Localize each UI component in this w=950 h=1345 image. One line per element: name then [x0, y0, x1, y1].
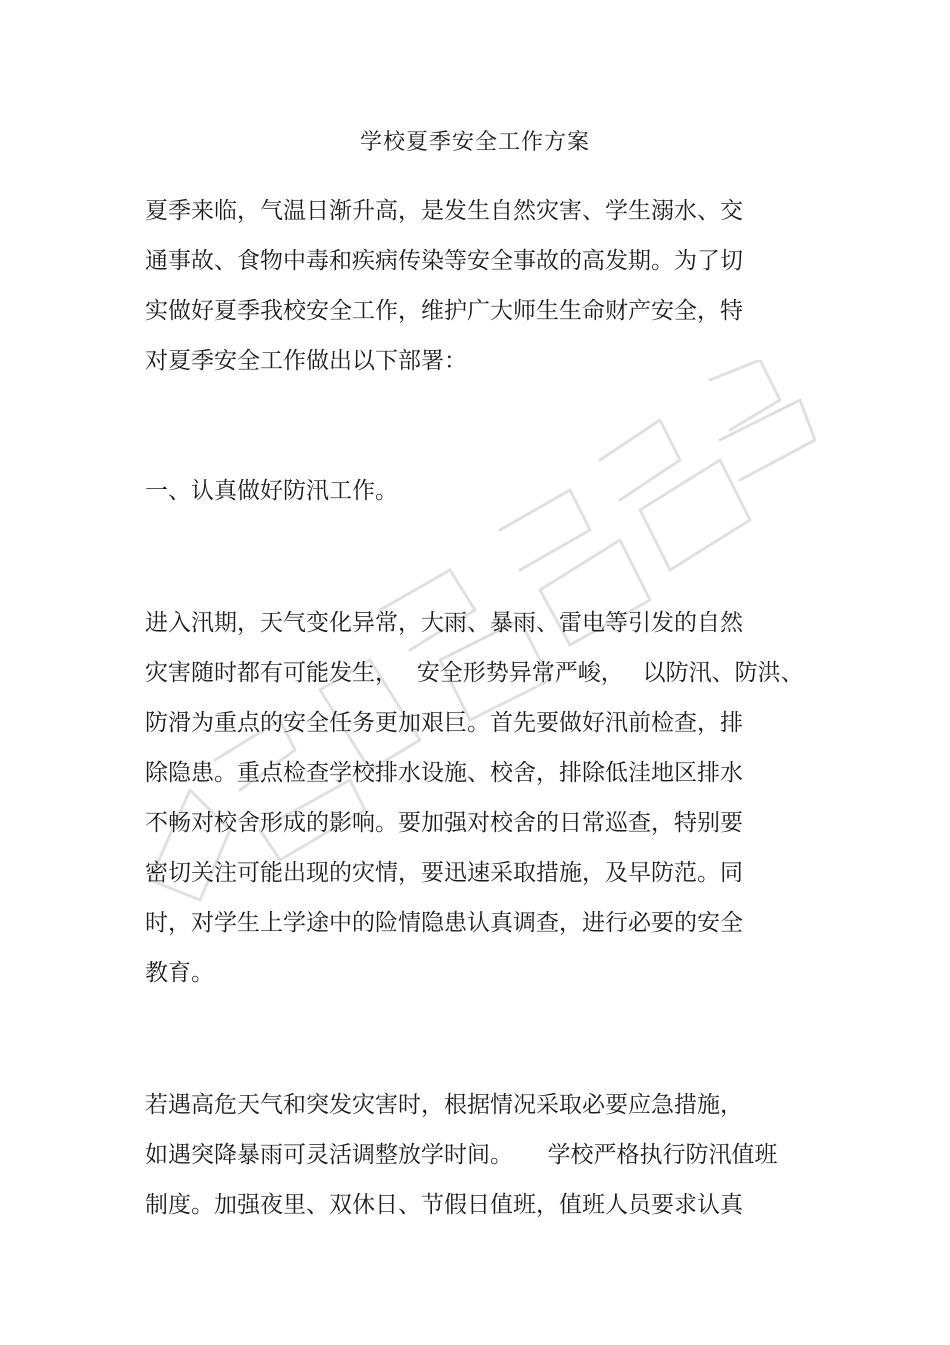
paragraph-line: 对夏季安全工作做出以下部署：	[145, 348, 467, 374]
paragraph-emergency	[145, 1080, 805, 1230]
paragraph-line: 通事故、食物中毒和疾病传染等安全事故的高发期。为了切	[145, 248, 743, 274]
paragraph-line: 不畅对校舍形成的影响。要加强对校舍的日常巡查，特别要	[145, 810, 743, 836]
paragraph-line: 除隐患。重点检查学校排水设施、校舍，排除低洼地区排水	[145, 760, 743, 786]
paragraph-line: 如遇突降暴雨可灵活调整放学时间。 学校严格执行防汛值班	[145, 1142, 778, 1168]
paragraph-line: 制度。加强夜里、双休日、节假日值班，值班人员要求认真	[145, 1192, 743, 1218]
paragraph-flood-prevention	[145, 598, 805, 998]
paragraph-line: 教育。	[145, 960, 214, 986]
paragraph-line: 夏季来临，气温日渐升高，是发生自然灾害、学生溺水、交	[145, 198, 743, 224]
paragraph-intro	[145, 186, 805, 386]
paragraph-line: 进入汛期，天气变化异常，大雨、暴雨、雷电等引发的自然	[145, 610, 743, 636]
section-heading-1	[145, 466, 805, 516]
paragraph-line: 密切关注可能出现的灾情，要迅速采取措施，及早防范。同	[145, 860, 743, 886]
paragraph-line: 灾害随时都有可能发生， 安全形势异常严峻， 以防汛、防洪、	[145, 660, 804, 686]
section-heading: 一、认真做好防汛工作。	[145, 478, 398, 504]
document-title: 学校夏季安全工作方案	[359, 130, 590, 155]
paragraph-line: 防滑为重点的安全任务更加艰巨。首先要做好汛前检查，排	[145, 710, 743, 736]
paragraph-line: 时，对学生上学途中的险情隐患认真调查，进行必要的安全	[145, 910, 743, 936]
paragraph-line: 若遇高危天气和突发灾害时，根据情况采取必要应急措施，	[145, 1092, 743, 1118]
paragraph-line: 实做好夏季我校安全工作，维护广大师生生命财产安全，特	[145, 298, 743, 324]
